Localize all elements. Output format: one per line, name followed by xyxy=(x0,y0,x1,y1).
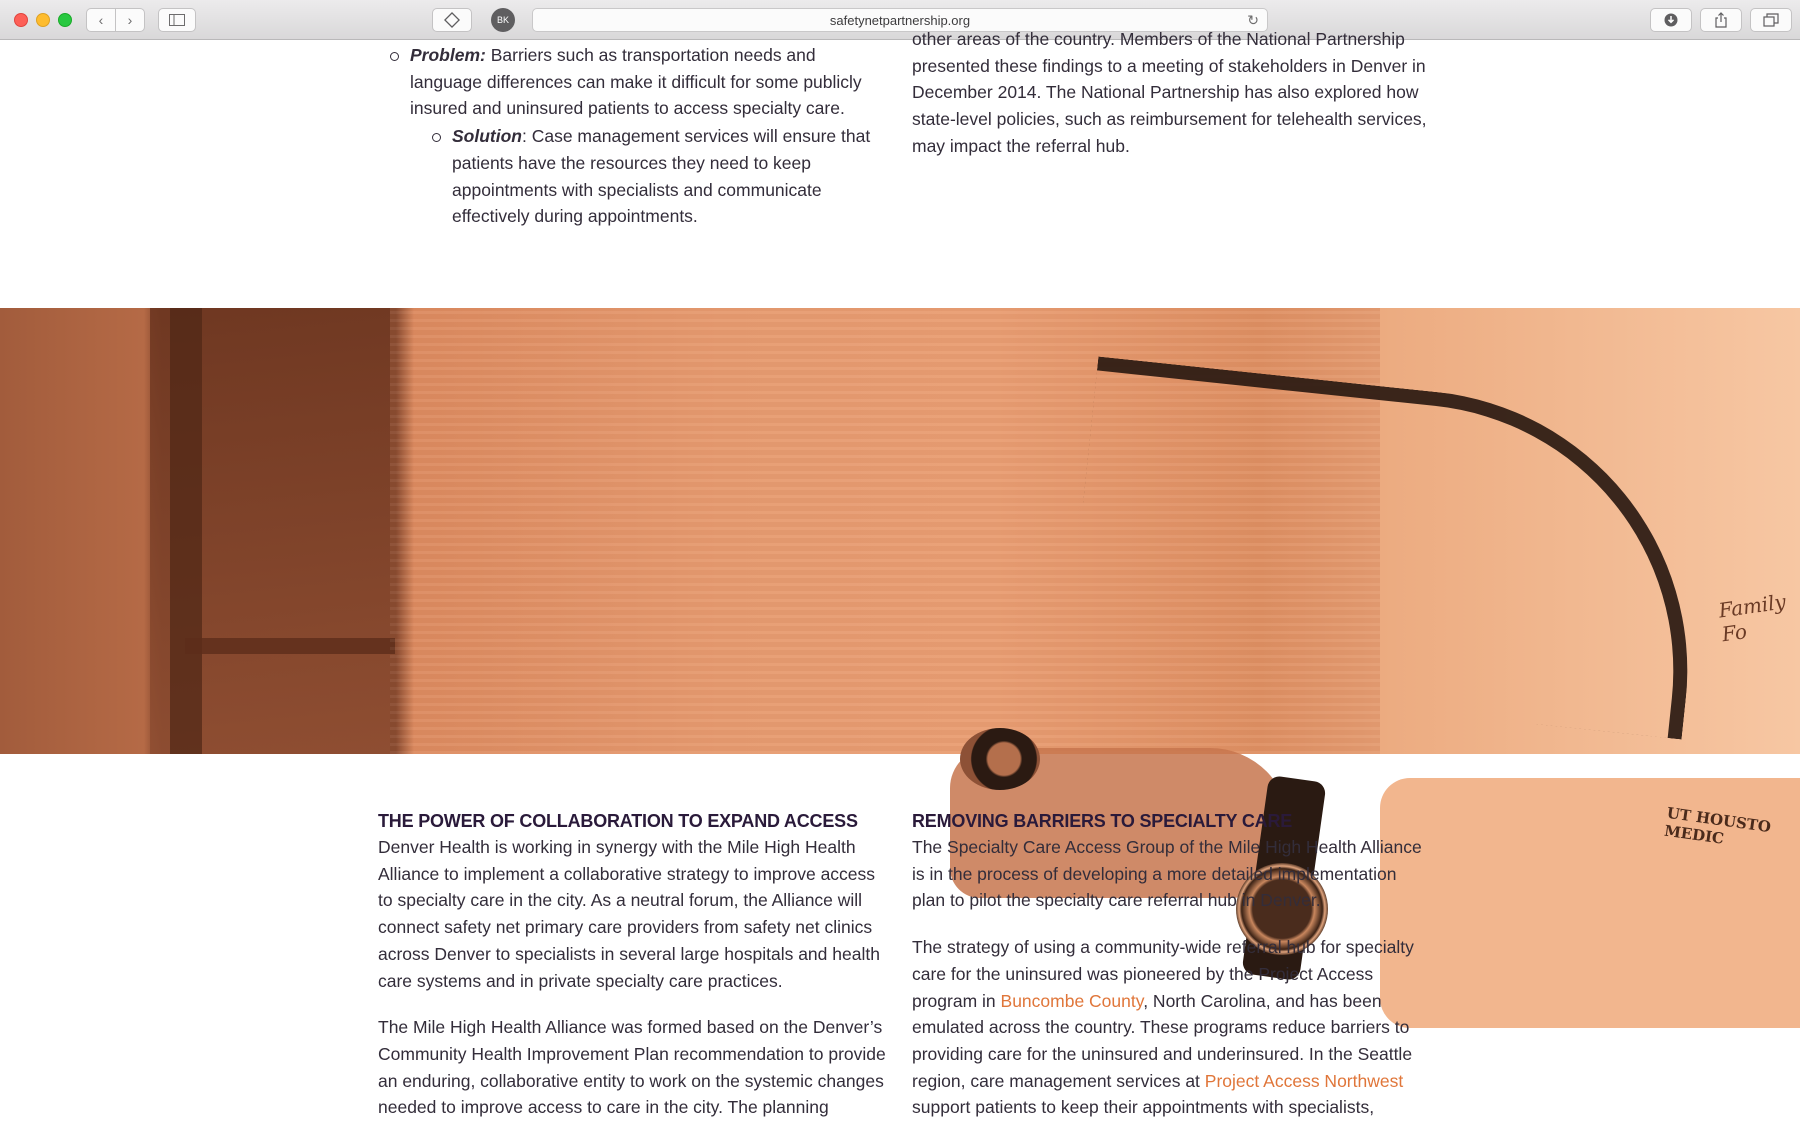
barriers-heading: REMOVING BARRIERS TO SPECIALTY CARE xyxy=(912,811,1293,831)
solution-item xyxy=(432,123,890,230)
national-partnership-paragraph: other areas of the country. Members of the National Partnership presented these findings to a meeting of stakeholders in Denver in December 2014. The National Partnership has also explored how state-level policies, such as reimbursement for telehealth services, may impact the referral hub. xyxy=(912,29,1427,156)
download-icon xyxy=(1664,13,1678,27)
reader-icon xyxy=(444,12,460,28)
extension-badge: BK xyxy=(491,8,515,32)
forward-button[interactable] xyxy=(115,8,145,32)
collaboration-heading: THE POWER OF COLLABORATION TO EXPAND ACCESS xyxy=(378,811,858,831)
problem-label: Problem: xyxy=(410,45,486,65)
stethoscope-head xyxy=(960,728,1040,790)
barriers-paragraph-1: The Specialty Care Access Group of the Mile High Health Alliance is in the process of developing a more detailed implementation plan to pilot the specialty care referral hub in Denver. xyxy=(912,837,1422,911)
para2-text-c: support patients to keep their appointments with specialists, xyxy=(912,1097,1375,1118)
solution-label: Solution xyxy=(452,126,522,147)
collaboration-paragraph-1: Denver Health is working in synergy with the Mile High Health Alliance to implement a collaborative strategy to improve access to specialty care in the city. As a neutral forum, the Alliance will connect safety net primary care providers from safety net clinics across Denver to specialists in several large hospitals and health care systems and in private specialty care practices. xyxy=(378,837,880,991)
buncombe-county-link[interactable]: Buncombe County xyxy=(1000,990,1144,1011)
url-text: safetynetpartnership.org xyxy=(829,12,971,28)
project-access-northwest-link[interactable]: Project Access Northwest xyxy=(1204,1070,1404,1091)
problem-text: Barriers such as transportation needs and language differences can make it difficult for some publicly insured and uninsured patients to access specialty care. xyxy=(410,45,862,119)
badge-text: Family Fo xyxy=(1717,589,1788,647)
sidebar-icon xyxy=(169,14,185,26)
problem-solution-list xyxy=(390,42,890,230)
back-button[interactable] xyxy=(86,8,116,32)
page-content xyxy=(0,29,1800,1125)
barriers-paragraph-2 xyxy=(912,934,1432,1121)
maximize-window-button[interactable] xyxy=(58,13,72,27)
tab-overview-button[interactable] xyxy=(1750,8,1792,32)
collaboration-paragraph-2: The Mile High Health Alliance was formed based on the Denver’s Community Health Improvement Plan recommendation to provide an enduring, collaborative entity to work on the systemic changes needed to improve access to care in the city. The planning xyxy=(378,1017,886,1118)
share-icon xyxy=(1714,12,1728,28)
downloads-button[interactable] xyxy=(1650,8,1692,32)
extension-button[interactable] xyxy=(484,8,522,32)
share-button[interactable] xyxy=(1700,8,1742,32)
browser-toolbar xyxy=(0,0,1800,40)
sidebar-toggle-button[interactable] xyxy=(158,8,196,32)
collaboration-section xyxy=(378,810,888,1141)
tabs-icon xyxy=(1763,13,1779,27)
para2-text-a: The strategy of using a community-wide referral hub for specialty care for the uninsured was pioneered by the Project Access program in xyxy=(912,937,1414,1011)
solution-text: : Case management services will ensure that patients have the resources they need to keep appointments with specialists and communicate effectively during appointments. xyxy=(452,126,871,227)
reload-icon[interactable]: ↻ xyxy=(1247,12,1259,28)
barriers-section xyxy=(912,810,1432,1141)
problem-item xyxy=(390,42,890,230)
pocket-embroidery: UT HOUSTO MEDIC xyxy=(1663,803,1773,848)
para2-text-b: , North Carolina, and has been emulated across the country. These programs reduce barriers to providing care for the uninsured and underinsured. In the Seattle region, care management services at xyxy=(912,990,1413,1091)
chevron-right-icon: › xyxy=(127,12,133,28)
minimize-window-button[interactable] xyxy=(36,13,50,27)
close-window-button[interactable] xyxy=(14,13,28,27)
reader-button[interactable] xyxy=(432,8,472,32)
chevron-left-icon: ‹ xyxy=(98,12,104,28)
